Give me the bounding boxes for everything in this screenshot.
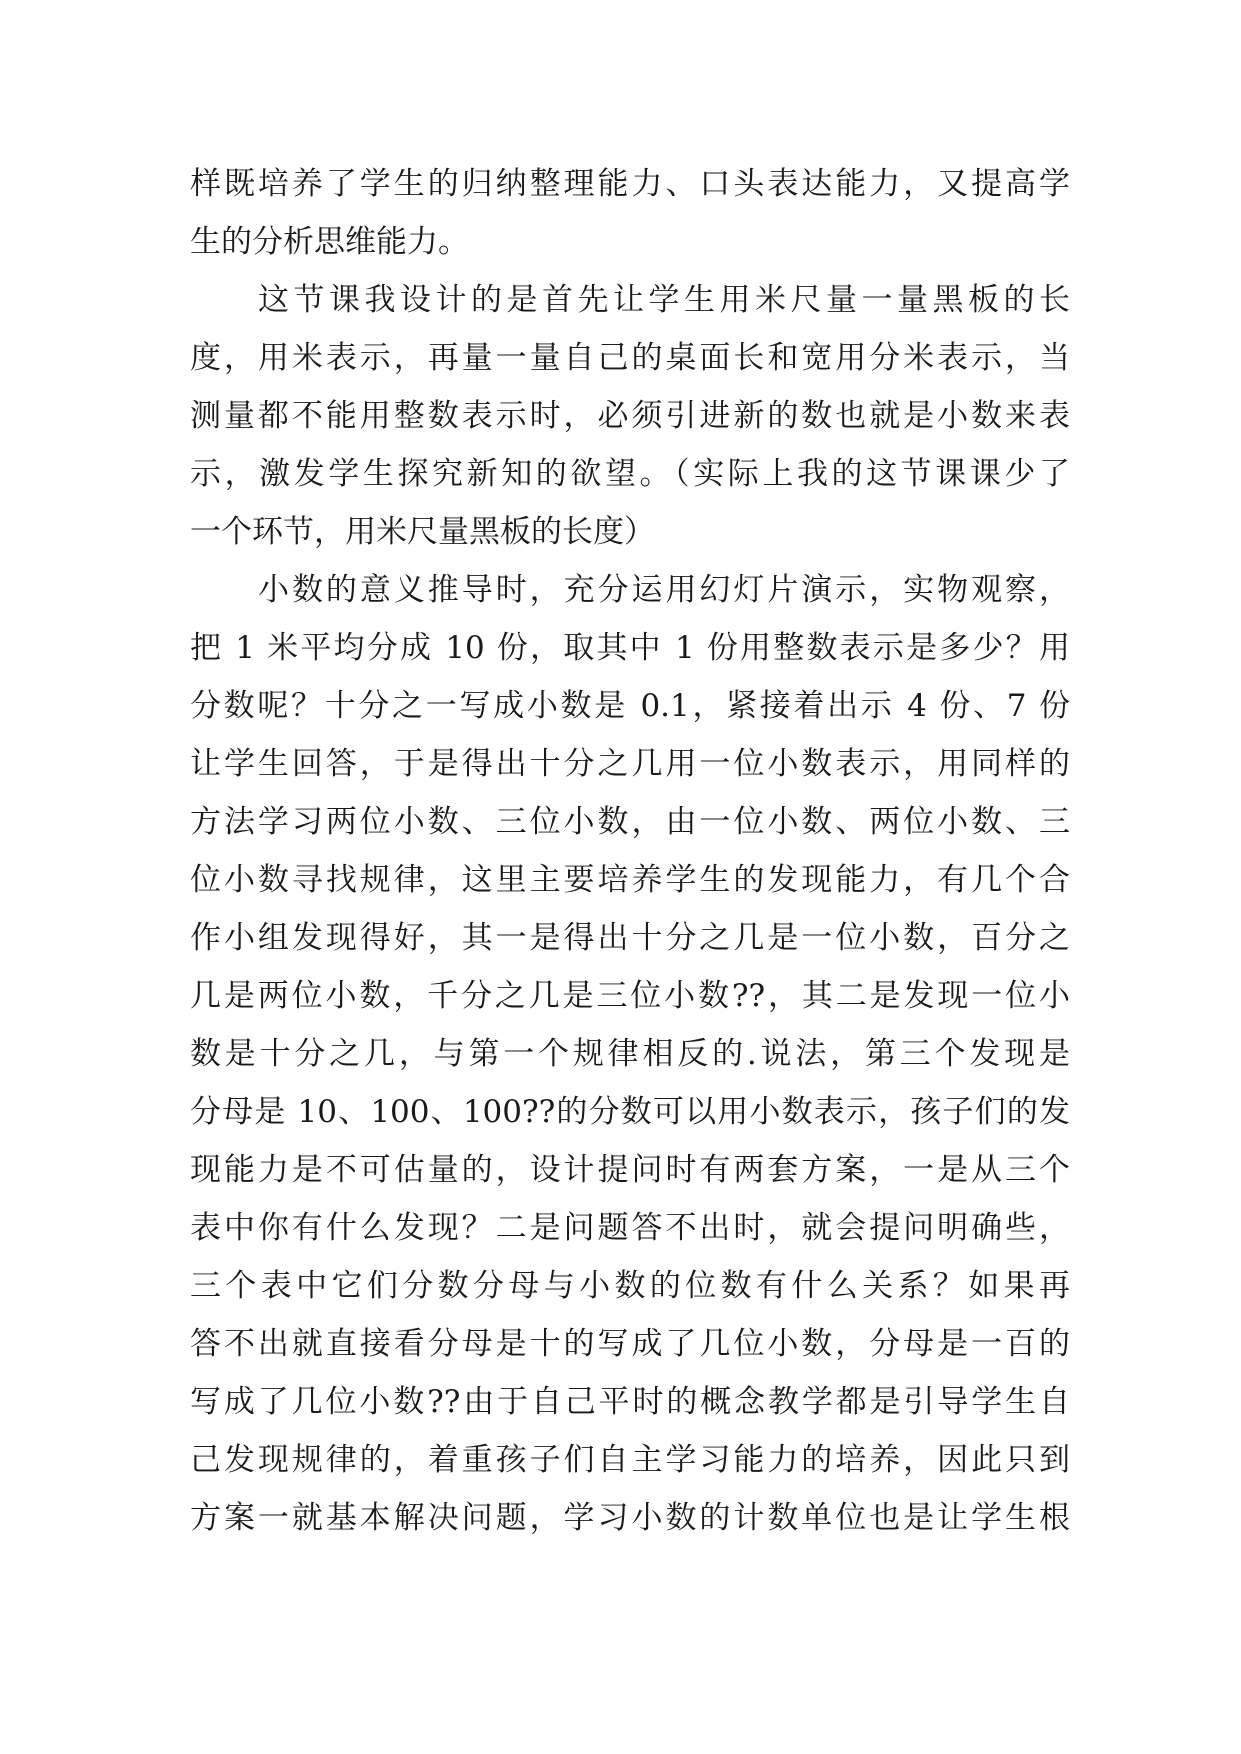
text-line: 几是两位小数，千分之几是三位小数??，其二是发现一位小 [190,978,1070,1014]
body-text [190,155,1070,1547]
text-line: 分数呢？十分之一写成小数是 0.1，紧接着出示 4 份、7 份 [190,688,1070,724]
text-line: 表中你有什么发现？二是问题答不出时，就会提问明确些， [190,1210,1070,1246]
paragraph-start-line: 这节课我设计的是首先让学生用米尺量一量黑板的长 [258,282,1070,318]
text-line: 分母是 10、100、100??的分数可以用小数表示，孩子们的发 [190,1094,1070,1130]
text-line: 己发现规律的，着重孩子们自主学习能力的培养，因此只到 [190,1442,1070,1478]
text-line: 样既培养了学生的归纳整理能力、口头表达能力，又提高学 [190,166,1070,202]
text-line: 方案一就基本解决问题，学习小数的计数单位也是让学生根 [190,1500,1070,1536]
text-line: 让学生回答，于是得出十分之几用一位小数表示，用同样的 [190,746,1070,782]
text-line: 把 1 米平均分成 10 份，取其中 1 份用整数表示是多少？用 [190,630,1070,666]
text-line: 数是十分之几，与第一个规律相反的.说法，第三个发现是 [190,1036,1070,1072]
paragraph-end-line: 一个环节，用米尺量黑板的长度） [190,514,655,550]
paragraph-end-line: 生的分析思维能力。 [190,224,469,260]
text-line: 三个表中它们分数分母与小数的位数有什么关系？如果再 [190,1268,1070,1304]
text-line: 作小组发现得好，其一是得出十分之几是一位小数，百分之 [190,920,1070,956]
paragraph-start-line: 小数的意义推导时，充分运用幻灯片演示，实物观察， [258,572,1070,608]
text-line: 现能力是不可估量的，设计提问时有两套方案，一是从三个 [190,1152,1070,1188]
text-line: 测量都不能用整数表示时，必须引进新的数也就是小数来表 [190,398,1070,434]
text-line: 写成了几位小数??由于自己平时的概念教学都是引导学生自 [190,1384,1070,1420]
text-line: 度，用米表示，再量一量自己的桌面长和宽用分米表示，当 [190,340,1070,376]
text-line: 位小数寻找规律，这里主要培养学生的发现能力，有几个合 [190,862,1070,898]
text-line: 示，激发学生探究新知的欲望。（实际上我的这节课课少了 [190,456,1070,492]
text-line: 答不出就直接看分母是十的写成了几位小数，分母是一百的 [190,1326,1070,1362]
text-line: 方法学习两位小数、三位小数，由一位小数、两位小数、三 [190,804,1070,840]
